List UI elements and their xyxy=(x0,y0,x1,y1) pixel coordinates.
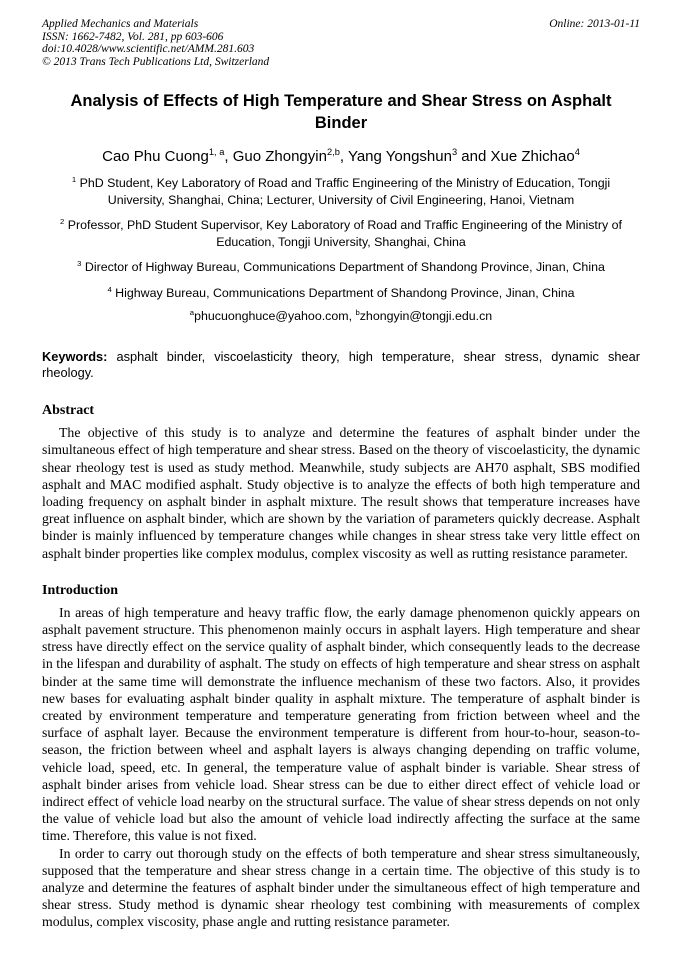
keywords-section xyxy=(42,349,640,383)
introduction-heading: Introduction xyxy=(42,582,118,598)
issn-line: ISSN: 1662-7482, Vol. 281, pp 603-606 xyxy=(42,30,224,43)
copyright-line: © 2013 Trans Tech Publications Ltd, Switzerland xyxy=(42,55,270,68)
emails-line: $^a$phucuonghuce@yahoo.com, $^b$zhongyin@tongji.edu.cn xyxy=(189,307,493,323)
introduction-paragraph-2: In order to carry out thorough study on the effects of both temperature and shear stress simultaneously, supposed that the temperature and shear stress change in a certain time. The objective of this study is to analyze and determine the features of asphalt binder under the simultaneous effect of high temperature and shear stress. Study method is dynamic shear rheology test combining with measurements of complex modulus, complex viscosity, phase angle and rutting resistance parameter. xyxy=(42,845,640,930)
abstract-paragraph: The objective of this study is to analyze and determine the features of asphalt binder under the simultaneous effect of high temperature and shear stress. Based on the theory of viscoelasticity, the dynamic shear rheology test is used as study method. Meanwhile, study subjects are AH70 asphalt, SBS modified asphalt and MAC modified asphalt. Study objective is to analyze the effects of both high temperature and loading frequency on asphalt binder in asphalt mixture. The result shows that temperature increases have great influence on asphalt binder, which are shown by the variation of parameters quickly decrease. Asphalt binder is mainly influenced by temperature changes while changes in shear stress take very little effect on asphalt binder properties like complex modulus, complex viscosity as well as rutting resistance parameter. xyxy=(42,425,640,561)
affiliation-4: $^4$ Highway Bureau, Communications Department of Shandong Province, Jinan, China xyxy=(107,284,575,300)
keywords-text: asphalt binder, viscoelasticity theory, high temperature, shear stress, dynamic shear rheology. xyxy=(42,348,640,381)
affiliation-2: $^2$ Professor, PhD Student Supervisor, Key Laboratory of Road and Traffic Engineering of the Ministry of Education, Tongji University, Shanghai, China xyxy=(60,216,622,249)
journal-name: Applied Mechanics and Materials xyxy=(42,18,199,30)
journal-header xyxy=(42,18,640,68)
introduction-paragraph-1: In areas of high temperature and heavy traffic flow, the early damage phenomenon quickly appears on asphalt pavement structure. This phenomenon mainly occurs in asphalt layers. High temperature and shear stress have directly effect on the service quality of asphalt binder, which consequently leads to the decrease in the lifespan and durability of asphalt. The study on effects of high temperature and shear stress on asphalt binder at the same time will demonstrate the influence mechanism of these two factors. Also, it provides new bases for evaluating asphalt binder quality in asphalt mixture. The temperature of asphalt binder is created by environment temperature and temperature generating from friction between wheel and the surface of asphalt layer. Because the environment temperature is different from hour-to-hour, season-to-season, the friction between wheel and asphalt layers is always changing depending on traffic volume, vehicle load, speed, etc. In general, the temperature value of asphalt binder is variable. Shear stress of asphalt binder arises from vehicle load. Shear stress can be due to either direct effect of vehicle load or indirect effect of vehicle load nearby on the structural surface. The value of shear stress depends on not only the value of vehicle load but also the amount of vehicle load indirectly affecting the surface at the same time. Therefore, this value is not fixed. xyxy=(42,604,640,844)
online-date: Online: 2013-01-11 xyxy=(549,18,640,30)
doi-line: doi:10.4028/www.scientific.net/AMM.281.603 xyxy=(42,43,255,55)
affiliation-3: $^3$ Director of Highway Bureau, Communications Department of Shandong Province, Jinan, China xyxy=(77,258,605,274)
abstract-heading: Abstract xyxy=(42,403,95,419)
journal-header-left xyxy=(42,18,269,68)
paper-title: Analysis of Effects of High Temperature and Shear Stress on Asphalt Binder xyxy=(70,92,612,132)
keywords-label: Keywords: xyxy=(42,348,108,364)
authors-line: Cao Phu Cuong$^{1, a}$, Guo Zhongyin$^{2,b}$, Yang Yongshun$^3$ and Xue Zhichao$^4$ xyxy=(102,147,580,165)
affiliation-1: $^1$ PhD Student, Key Laboratory of Road and Traffic Engineering of the Ministry of Education, Tongji University, Shanghai, China; Lecturer, University of Civil Engineering, Hanoi, Vietnam xyxy=(71,174,611,207)
